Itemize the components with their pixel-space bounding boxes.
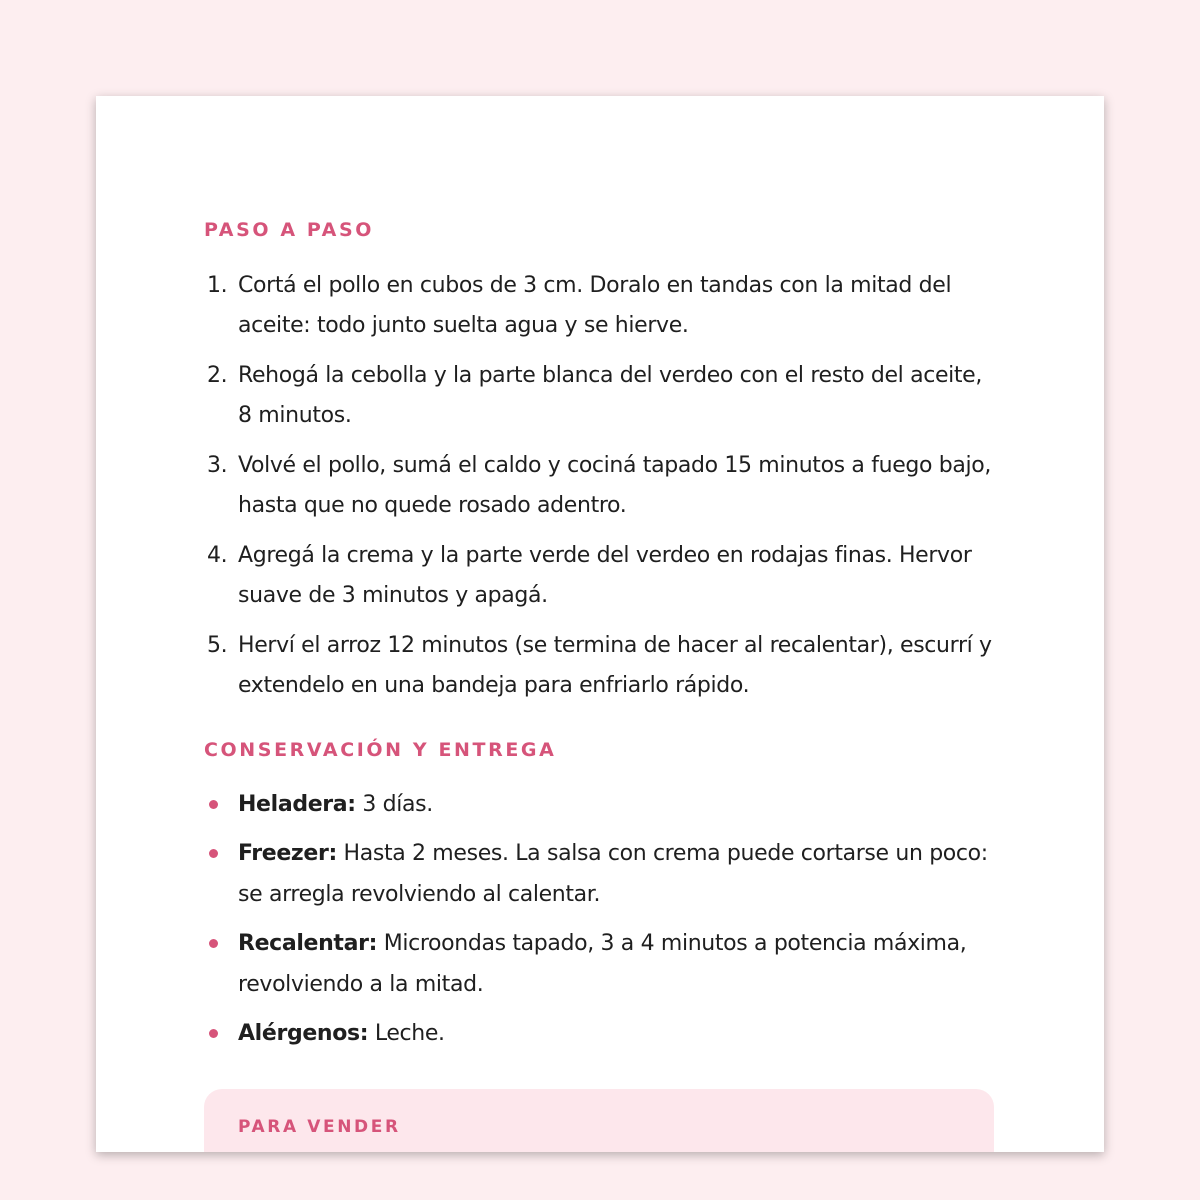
bullet-dot-icon xyxy=(209,939,218,948)
step-item xyxy=(204,446,994,525)
storage-label: Freezer: xyxy=(238,841,337,866)
step-number: 1. xyxy=(207,273,228,298)
step-number: 3. xyxy=(207,453,228,478)
storage-text: 3 días. xyxy=(355,792,433,817)
steps-list xyxy=(204,266,994,716)
step-number: 4. xyxy=(207,543,228,568)
step-number: 2. xyxy=(207,363,228,388)
storage-heading: CONSERVACIÓN Y ENTREGA xyxy=(204,739,557,761)
storage-list xyxy=(204,784,994,1062)
step-item xyxy=(204,536,994,615)
storage-item xyxy=(204,833,994,915)
step-text: Agregá la crema y la parte verde del verdeo en rodajas finas. Hervor suave de 3 minutos y apagá. xyxy=(238,543,972,608)
storage-label: Heladera: xyxy=(238,792,356,817)
step-number: 5. xyxy=(207,633,228,658)
sell-box xyxy=(204,1089,994,1152)
storage-text: Hasta 2 meses. La salsa con crema puede cortarse un poco: se arregla revolviendo al calentar. xyxy=(238,841,988,907)
storage-label: Recalentar: xyxy=(238,931,378,956)
storage-item xyxy=(204,784,994,825)
step-text: Herví el arroz 12 minutos (se termina de hacer al recalentar), escurrí y extendelo en una bandeja para enfriarlo rápido. xyxy=(238,633,992,698)
sell-heading: PARA VENDER xyxy=(238,1117,401,1137)
storage-item xyxy=(204,1013,994,1054)
step-text: Rehogá la cebolla y la parte blanca del verdeo con el resto del aceite, 8 minutos. xyxy=(238,363,983,428)
bullet-dot-icon xyxy=(209,1029,218,1038)
bullet-dot-icon xyxy=(209,849,218,858)
recipe-page xyxy=(96,96,1104,1152)
storage-text: Microondas tapado, 3 a 4 minutos a potencia máxima, revolviendo a la mitad. xyxy=(238,931,967,997)
step-text: Cortá el pollo en cubos de 3 cm. Doralo en tandas con la mitad del aceite: todo junto suelta agua y se hierve. xyxy=(238,273,952,338)
step-text: Volvé el pollo, sumá el caldo y cociná tapado 15 minutos a fuego bajo, hasta que no quede rosado adentro. xyxy=(238,453,992,518)
step-item xyxy=(204,266,994,345)
storage-text: Leche. xyxy=(368,1021,445,1046)
storage-item xyxy=(204,923,994,1005)
step-item xyxy=(204,356,994,435)
storage-label: Alérgenos: xyxy=(238,1021,369,1046)
bullet-dot-icon xyxy=(209,800,218,809)
steps-heading: PASO A PASO xyxy=(204,219,374,241)
step-item xyxy=(204,626,994,705)
